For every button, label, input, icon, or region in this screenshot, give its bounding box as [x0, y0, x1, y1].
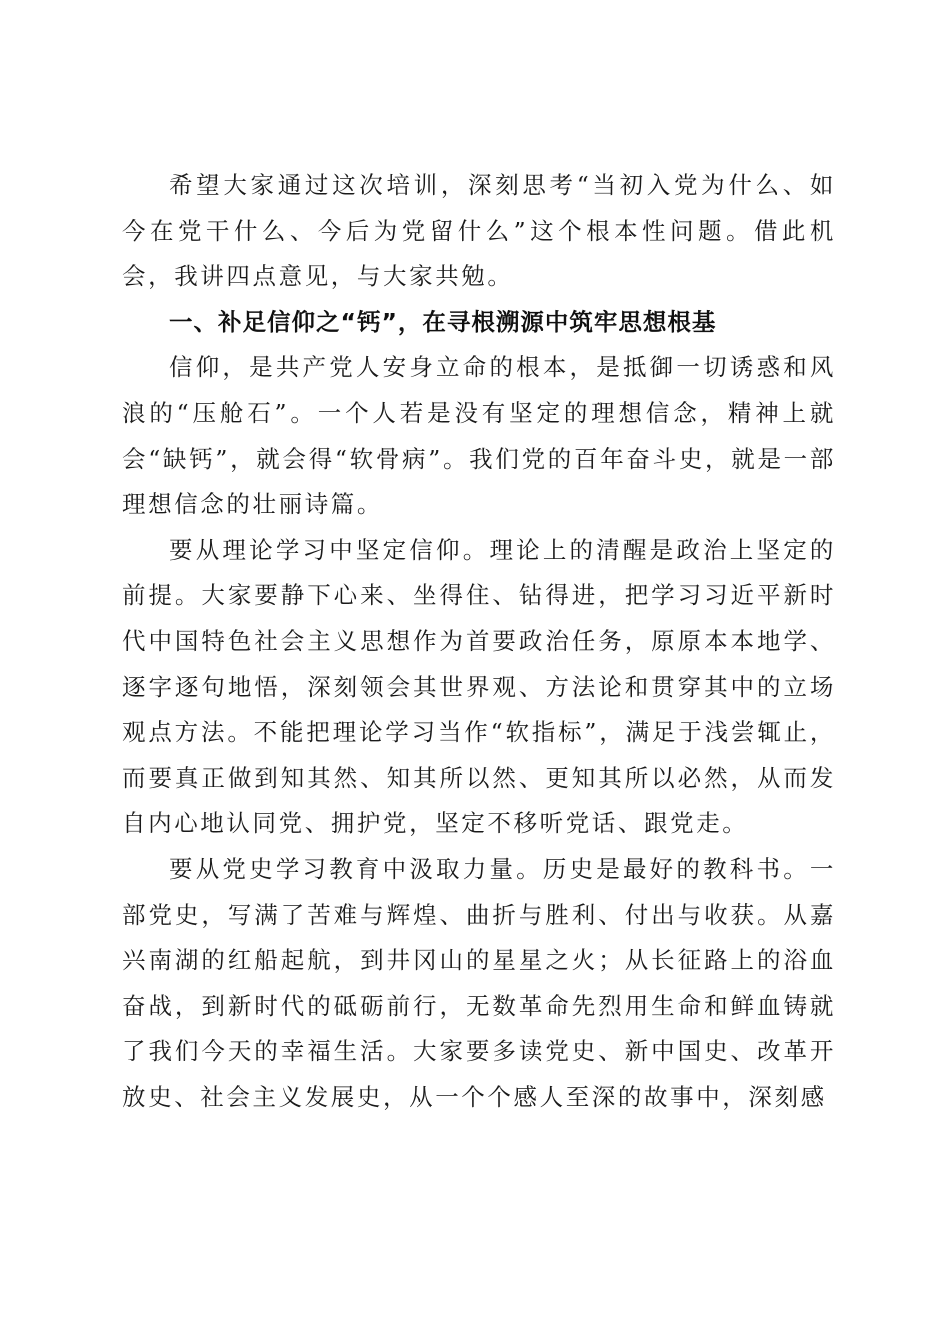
- paragraph-intro: 希望大家通过这次培训，深刻思考“当初入党为什么、如今在党干什么、今后为党留什么”这个根本性问题。借此机会，我讲四点意见，与大家共勉。: [122, 171, 836, 291]
- document-page: [122, 163, 836, 1120]
- section-heading-1: 一、补足信仰之“钙”，在寻根溯源中筑牢思想根基: [169, 307, 717, 336]
- paragraph-party-history: 要从党史学习教育中汲取力量。历史是最好的教科书。一部党史，写满了苦难与辉煌、曲折与胜利、付出与收获。从嘉兴南湖的红船起航，到井冈山的星星之火；从长征路上的浴血奋战，到新时代的砥砺前行，无数革命先烈用生命和鲜血铸就了我们今天的幸福生活。大家要多读党史、新中国史、改革开放史、社会主义发展史，从一个个感人至深的故事中，深刻感: [122, 854, 836, 1111]
- paragraph-faith: 信仰，是共产党人安身立命的根本，是抵御一切诱惑和风浪的“压舱石”。一个人若是没有坚定的理想信念，精神上就会“缺钙”，就会得“软骨病”。我们党的百年奋斗史，就是一部理想信念的壮丽诗篇。: [122, 353, 836, 519]
- paragraph-theory-study: 要从理论学习中坚定信仰。理论上的清醒是政治上坚定的前提。大家要静下心来、坐得住、钻得进，把学习习近平新时代中国特色社会主义思想作为首要政治任务，原原本本地学、逐字逐句地悟，深刻领会其世界观、方法论和贯穿其中的立场观点方法。不能把理论学习当作“软指标”，满足于浅尝辄止，而要真正做到知其然、知其所以然、更知其所以必然，从而发自内心地认同党、拥护党，坚定不移听党话、跟党走。: [122, 535, 836, 838]
